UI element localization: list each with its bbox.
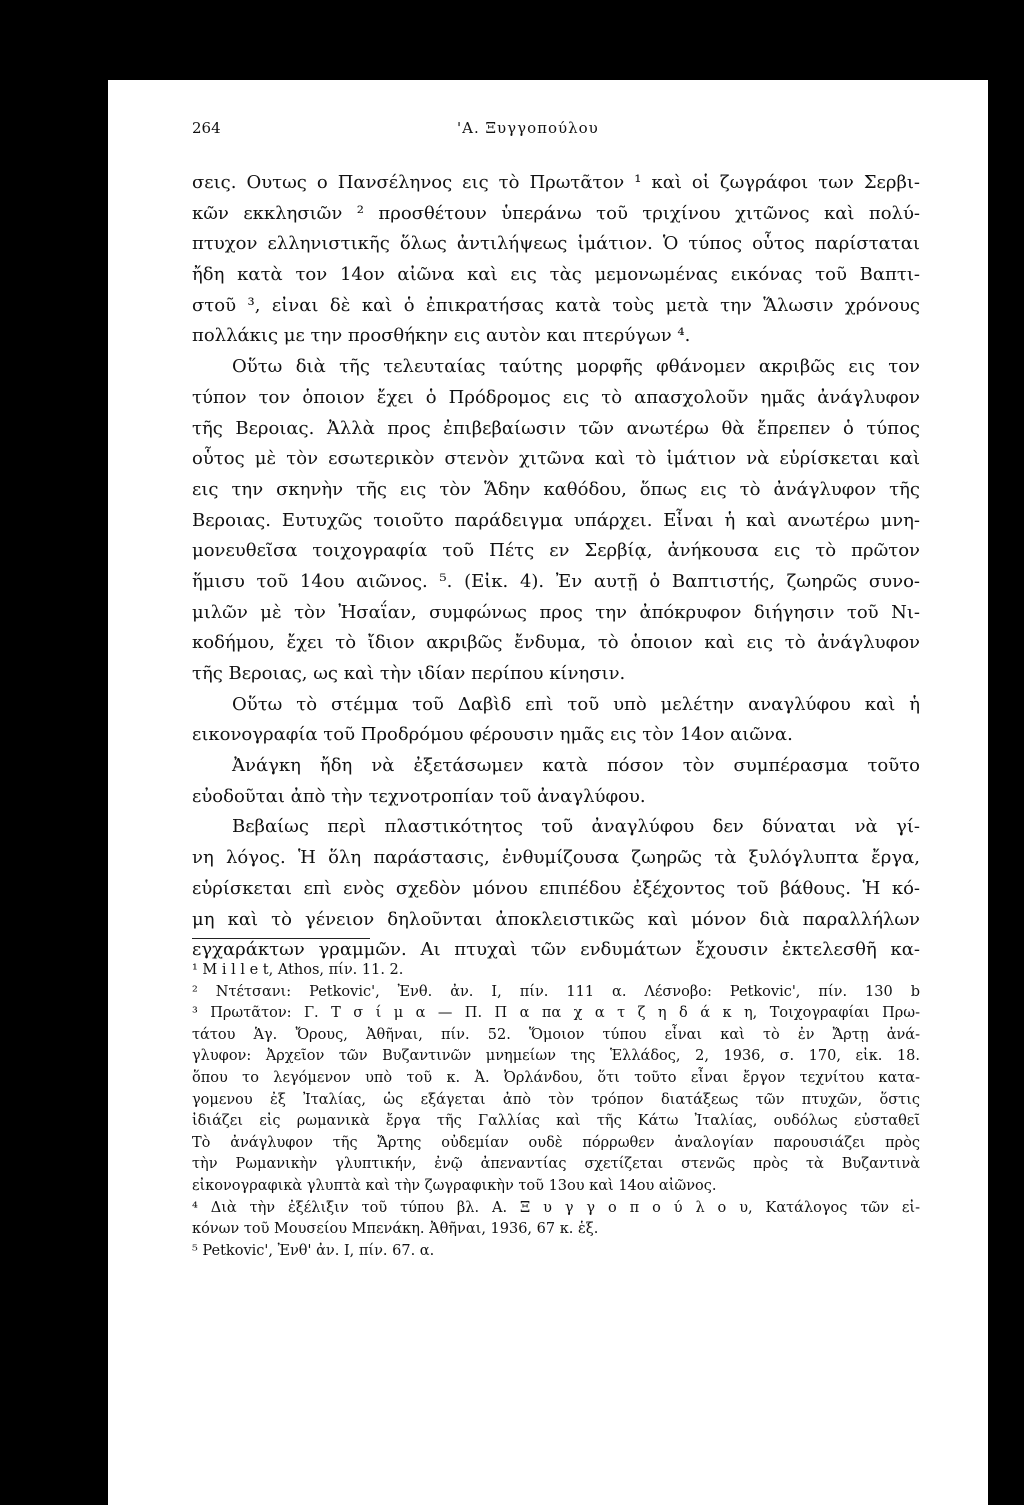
footnote-line: ¹ M i l l e t, Athos, πίν. 11. 2. (192, 962, 404, 978)
body-line: τῆς Βεροιας. Ἀλλὰ προς ἐπιβεβαίωσιν τῶν ανωτέρω θὰ ἔπρεπεν ὁ τύπος (192, 417, 920, 439)
body-line: τῆς Βεροιας, ως καὶ τὴν ιδίαν περίπου κίνησιν. (192, 663, 626, 684)
footnote-line: τάτου Ἁγ. Ὄρους, Ἀθῆναι, πίν. 52. Ὅμοιον τύπου εἶναι καὶ τὸ ἐν Ἄρτῃ ἀνά- (192, 1026, 920, 1043)
body-line: μη καὶ τὸ γένειον δηλοῦνται ἀποκλειστικῶς καὶ μόνον διὰ παραλλήλων (192, 908, 920, 930)
footnote-line: γομενου ἐξ Ἰταλίας, ὡς εξάγεται ἀπὸ τὸν τρόπον διατάξεως τῶν πτυχῶν, ὅστις (192, 1091, 920, 1108)
page-number: 264 (192, 119, 221, 137)
footnote-line: εἰκονογραφικὰ γλυπτὰ καὶ τὴν ζωγραφικὴν τοῦ 13ου καὶ 14ου αἰῶνος. (192, 1177, 717, 1194)
footnote-line: ἰδιάζει εἰς ρωμανικὰ ἔργα τῆς Γαλλίας καὶ τῆς Κάτω Ἰταλίας, ουδόλως εὐσταθεῖ (192, 1113, 920, 1130)
body-line: κῶν εκκλησιῶν ² προσθέτουν ὑπεράνω τοῦ τριχίνου χιτῶνος καὶ πολύ- (192, 202, 920, 224)
body-line: Βεβαίως περὶ πλαστικότητος τοῦ ἀναγλύφου δεν δύναται νὰ γί- (232, 816, 920, 838)
body-line: πολλάκις με την προσθήκην εις αυτὸν και πτερύγων ⁴. (192, 325, 691, 347)
footnote-rule (192, 938, 370, 939)
footnote-line: ² Ντέτσανι: Petkovic', Ἐνθ. ἀν. I, πίν. 111 α. Λέσνοβο: Petkovic', πίν. 130 b (192, 983, 920, 1000)
body-line: μιλῶν μὲ τὸν Ἠσαΐαν, συμφώνως προς την ἀπόκρυφον διήγησιν τοῦ Νι- (192, 601, 920, 623)
body-line: εὑρίσκεται επὶ ενὸς σχεδὸν μόνου επιπέδου ἐξέχοντος τοῦ βάθους. Ἡ κό- (192, 877, 920, 899)
footnotes (192, 960, 920, 1262)
body-line: μονευθεῖσα τοιχογραφία τοῦ Πέτς εν Σερβίᾳ, ἀνήκουσα εις τὸ πρῶτον (192, 540, 920, 562)
body-line: νη λόγος. Ἡ ὅλη παράστασις, ἐνθυμίζουσα ζωηρῶς τὰ ξυλόγλυπτα ἔργα, (192, 847, 920, 869)
body-line: εικονογραφία τοῦ Προδρόμου φέρουσιν ημᾶς εις τὸν 14ον αιῶνα. (192, 724, 793, 746)
body-line: Οὕτω τὸ στέμμα τοῦ Δαβὶδ επὶ τοῦ υπὸ μελέτην αναγλύφου καὶ ἡ (232, 693, 920, 715)
body-line: ἤδη κατὰ τον 14ον αἰῶνα καὶ εις τὰς μεμονωμένας εικόνας τοῦ Βαπτι- (192, 264, 920, 286)
body-line: εγχαράκτων γραμμῶν. Αι πτυχαὶ τῶν ενδυμάτων ἔχουσιν ἐκτελεσθῆ κα- (192, 939, 920, 961)
body-line: πτυχον ελληνιστικῆς ὅλως ἀντιλήψεως ἱμάτιον. Ὁ τύπος οὗτος παρίσταται (192, 233, 920, 255)
body-line: ἥμισυ τοῦ 14ου αιῶνος. ⁵. (Εἰκ. 4). Ἐν αυτῇ ὁ Βαπτιστής, ζωηρῶς συνο- (192, 570, 920, 592)
footnote-line: ³ Πρωτᾶτον: Γ. Τ σ ί μ α — Π. Π α πα χ α τ ζ η δ ά κ η, Τοιχογραφίαι Πρω- (192, 1005, 920, 1022)
footnote-line: Τὸ ἀνάγλυφον τῆς Ἄρτης οὐδεμίαν ουδὲ πόρρωθεν ἀναλογίαν παρουσιάζει πρὸς (192, 1134, 920, 1151)
footnote-line: ὅπου το λεγόμενον υπὸ τοῦ κ. Ἀ. Ὀρλάνδου, ὅτι τοῦτο εἶναι ἔργον τεχνίτου κατα- (192, 1069, 920, 1086)
body-text (192, 168, 920, 966)
body-line: κοδήμου, ἔχει τὸ ἴδιον ακριβῶς ἔνδυμα, τὸ ὁποιον καὶ εις τὸ ἀνάγλυφον (192, 632, 920, 654)
footnote-line: τὴν Ρωμανικὴν γλυπτικήν, ἐνῷ ἀπεναντίας σχετίζεται στενῶς πρὸς τὰ Βυζαντινὰ (192, 1156, 920, 1173)
footnote-line: ⁴ Διὰ τὴν ἐξέλιξιν τοῦ τύπου βλ. Α. Ξ υ γ γ ο π ο ύ λ ο υ, Κατάλογος τῶν εἰ- (192, 1199, 920, 1216)
body-line: Οὕτω διὰ τῆς τελευταίας ταύτης μορφῆς φθάνομεν ακριβῶς εις τον (232, 356, 920, 378)
body-line: σεις. Ουτως ο Πανσέληνος εις τὸ Πρωτᾶτον ¹ καὶ οἱ ζωγράφοι των Σερβι- (192, 172, 920, 193)
body-line: εις την σκηνὴν τῆς εις τὸν Ἅδην καθόδου, ὅπως εις τὸ ἀνάγλυφον τῆς (192, 478, 920, 500)
body-line: εὐοδοῦται ἀπὸ τὴν τεχνοτροπίαν τοῦ ἀναγλύφου. (192, 785, 646, 807)
body-line: οὗτος μὲ τὸν εσωτερικὸν στενὸν χιτῶνα καὶ τὸ ἱμάτιον νὰ εὑρίσκεται καὶ (192, 448, 920, 470)
footnote-line: ⁵ Petkovic', Ἐνθ' ἀν. I, πίν. 67. α. (192, 1242, 435, 1259)
body-line: Βεροιας. Ευτυχῶς τοιοῦτο παράδειγμα υπάρχει. Εἶναι ἡ καὶ ανωτέρω μνη- (192, 509, 920, 531)
footnote-line: γλυφον: Ἀρχεῖον τῶν Βυζαντινῶν μνημείων της Ἑλλάδος, 2, 1936, σ. 170, εἰκ. 18. (192, 1048, 920, 1065)
body-line: στοῦ ³, εἰναι δὲ καὶ ὁ ἐπικρατήσας κατὰ τοὺς μετὰ την Ἅλωσιν χρόνους (192, 294, 920, 316)
body-line: τύπον τον ὁποιον ἔχει ὁ Πρόδρομος εις τὸ απασχολοῦν ημᾶς ἀνάγλυφον (192, 386, 920, 408)
footnote-line: κόνων τοῦ Μουσείου Μπενάκη. Ἀθῆναι, 1936, 67 κ. ἑξ. (192, 1221, 599, 1238)
body-line: Ἀνάγκη ἤδη νὰ ἐξετάσωμεν κατὰ πόσον τὸν συμπέρασμα τοῦτο (232, 755, 920, 777)
running-head: 'Α. Ξυγγοπούλου (457, 119, 599, 137)
